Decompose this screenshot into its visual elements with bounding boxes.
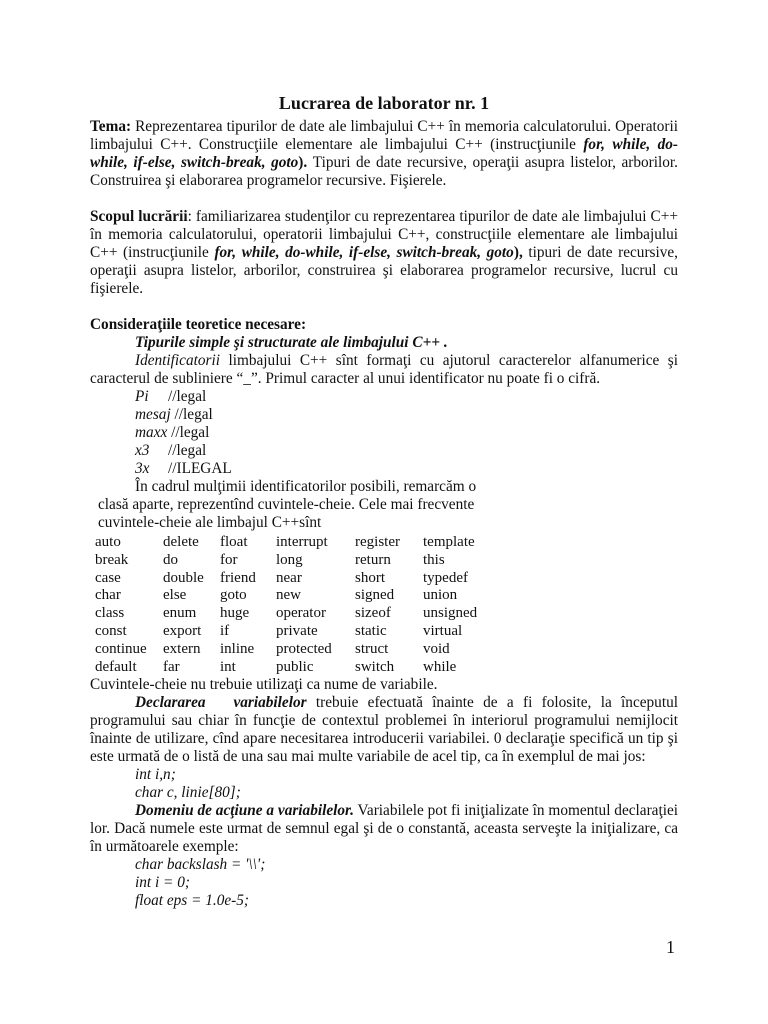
example-line (90, 442, 678, 460)
scop-label: Scopul lucrării (90, 208, 188, 225)
keywords-intro-line-1: În cadrul mulţimii identificatorilor posibili, remarcăm o (135, 478, 477, 495)
keywords-table (95, 534, 513, 676)
declarare-paragraph (90, 694, 678, 766)
example-comment: //ILEGAL (168, 460, 232, 477)
keyword-cell: goto (220, 587, 247, 604)
identificatori-text: limbajului C++ sînt formaţi cu ajutorul caracterelor alfanumerice şi caracterul de subliniere “_”. Primul caracter al unui identificator nu poate fi o cifră. (90, 352, 678, 387)
scop-paragraph (90, 208, 678, 298)
keyword-cell: friend (220, 569, 256, 586)
scop-text-1: : familiarizarea studenţilor cu reprezentarea tipurilor de date ale limbajului C++ în memoria calculatorului, operatorii limbajului C++, construcţiile elementare ale limbajului C++ (instrucţiunile (90, 208, 678, 261)
tema-keywords: for, while, do-while, if-else, switch-break, goto (90, 136, 678, 171)
keyword-cell: auto (95, 534, 121, 550)
keyword-cell: unsigned (423, 605, 478, 622)
keyword-cell: class (95, 605, 125, 622)
domeniu-term: Domeniu de acţiune a variabilelor. (135, 802, 354, 820)
tema-text-1: Reprezentarea tipurilor de date ale limbajului C++ în memoria calculatorului. Operatorii limbajului C++. Construcţiile elementare ale limbajului C++ (instrucţiunile (90, 118, 678, 153)
example-comment: //legal (174, 406, 213, 423)
keyword-cell: do (163, 551, 178, 568)
scop-text-3: tipuri de date recursive, operaţii asupra listelor, arborilor, construirea şi elaborarea programelor recursive, lucrul cu fişierele. (90, 244, 679, 297)
keyword-cell: operator (276, 605, 326, 622)
example-comment: //legal (168, 442, 207, 459)
keyword-cell: union (423, 587, 458, 604)
keyword-cell: continue (95, 640, 147, 657)
keywords-row (95, 587, 513, 605)
keyword-cell: for (220, 551, 238, 568)
example-name: maxx (135, 424, 168, 441)
scop-keywords: for, while, do-while, if-else, switch-break, goto (214, 244, 514, 261)
domeniu-paragraph (90, 802, 678, 856)
keyword-cell: case (95, 569, 121, 586)
keyword-cell: return (355, 551, 391, 568)
keywords-row (95, 534, 513, 552)
tema-text-3: Tipuri de date recursive, operaţii asupra listelor, arborilor. Construirea şi elaborarea programelor recursive. Fişierele. (90, 154, 678, 189)
page-number: 1 (666, 937, 675, 957)
code-line: char backslash = '\\'; (135, 856, 266, 874)
keywords-row (95, 552, 513, 570)
keywords-row (95, 659, 513, 677)
tema-paragraph (90, 118, 678, 190)
keyword-cell: near (276, 569, 302, 586)
example-line (90, 460, 678, 478)
keyword-cell: template (423, 534, 475, 550)
keywords-note: Cuvintele-cheie nu trebuie utilizaţi ca nume de variabile. (90, 676, 438, 694)
keyword-cell: struct (355, 640, 389, 657)
keyword-cell: long (276, 551, 303, 568)
keyword-cell: char (95, 587, 121, 604)
identificatori-paragraph (90, 352, 678, 388)
keyword-cell: export (163, 622, 202, 639)
keywords-row (95, 570, 513, 588)
page-title: Lucrarea de laborator nr. 1 (278, 93, 490, 113)
keyword-cell: new (276, 587, 301, 604)
keyword-cell: while (423, 658, 457, 675)
keyword-cell: private (276, 622, 318, 639)
keyword-cell: public (276, 658, 314, 675)
identificatori-term: Identificatorii (135, 352, 220, 369)
example-comment: //legal (171, 424, 210, 441)
scop-text-2: ), (513, 244, 523, 261)
example-line (90, 388, 678, 406)
keyword-cell: virtual (423, 622, 463, 639)
keyword-cell: enum (163, 605, 197, 622)
keyword-cell: typedef (423, 569, 468, 586)
keyword-cell: float (220, 534, 248, 550)
keywords-intro-line-3: cuvintele-cheie ale limbajul C++sînt (98, 514, 322, 531)
keyword-cell: sizeof (355, 605, 391, 622)
declarare-term: Declararea variabilelor (135, 694, 307, 712)
domeniu-text: Variabilele pot fi iniţializate în momentul declaraţiei lor. Dacă numele este urmat de semnul egal şi de o constantă, aceasta serveşte la iniţializare, ca în următoarele exemple: (90, 802, 678, 856)
keyword-cell: const (95, 622, 127, 639)
keywords-row (95, 623, 513, 641)
keyword-cell: huge (220, 605, 250, 622)
example-name: mesaj (135, 406, 171, 423)
tema-label: Tema: (90, 118, 132, 135)
keyword-cell: break (95, 551, 129, 568)
keywords-intro-line-2: clasă aparte, reprezentînd cuvintele-cheie. Cele mai frecvente (98, 496, 475, 513)
keyword-cell: switch (355, 658, 395, 675)
keyword-cell: int (220, 658, 236, 675)
keyword-cell: extern (163, 640, 201, 657)
tema-text-2: ). (298, 154, 313, 171)
keyword-cell: signed (355, 587, 395, 604)
identifier-examples (90, 388, 678, 478)
keyword-cell: register (355, 534, 400, 550)
code-line: float eps = 1.0e-5; (135, 892, 249, 910)
example-name: Pi (135, 388, 149, 405)
example-line (90, 406, 678, 424)
example-name: x3 (135, 442, 150, 459)
code-line: int i,n; (135, 766, 176, 784)
example-name: 3x (135, 460, 150, 477)
keyword-cell: short (355, 569, 385, 586)
keyword-cell: protected (276, 640, 332, 657)
document-page (90, 92, 678, 910)
keywords-row (95, 605, 513, 623)
example-comment: //legal (168, 388, 207, 405)
code-line: int i = 0; (135, 874, 190, 892)
keyword-cell: default (95, 658, 137, 675)
keyword-cell: double (163, 569, 204, 586)
section-subtitle: Tipurile simple şi structurate ale limbajului C++ . (135, 334, 448, 351)
keywords-row (95, 641, 513, 659)
keyword-cell: static (355, 622, 387, 639)
example-line (90, 424, 678, 442)
code-line: char c, linie[80]; (135, 784, 241, 802)
consideratii-heading: Consideraţiile teoretice necesare: (90, 316, 307, 333)
keyword-cell: void (423, 640, 450, 657)
keyword-cell: interrupt (276, 534, 328, 550)
keyword-cell: if (220, 622, 230, 639)
declarare-text: trebuie efectuată înainte de a fi folosite, la începutul programului sau chiar în funcţie de contextul problemei în interiorul programului nemijlocit înainte de utilizare, cînd apare necesitarea introducerii variabilei. 0 declaraţie specifică un tip şi este urmată de o listă de una sau mai multe variabile de acel tip, ca în exemplul de mai jos: (90, 694, 678, 766)
keyword-cell: else (163, 587, 187, 604)
keyword-cell: this (423, 551, 445, 568)
keyword-cell: delete (163, 534, 199, 550)
keyword-cell: inline (220, 640, 255, 657)
keyword-cell: far (163, 658, 180, 675)
